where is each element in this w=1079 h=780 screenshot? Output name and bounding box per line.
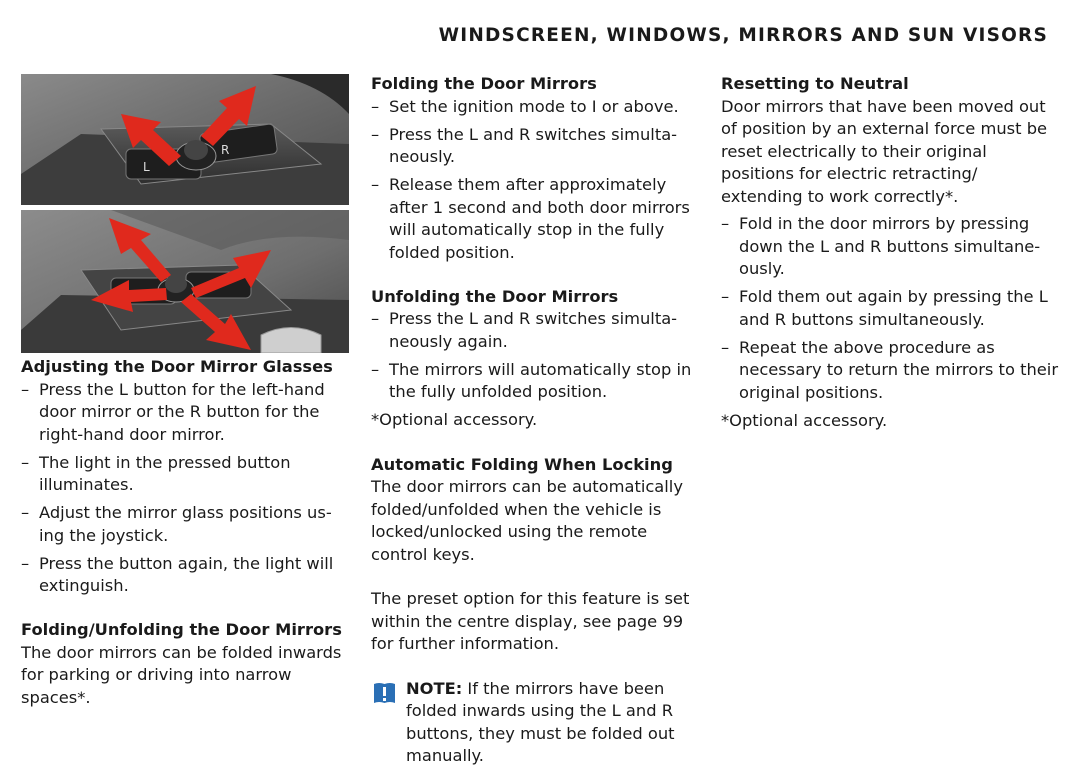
unfolding-steps — [371, 308, 706, 404]
note-label: NOTE: — [406, 678, 463, 698]
column-middle — [371, 73, 706, 768]
list-item: – Press the button again, the light will extinguish. — [21, 553, 356, 598]
section-heading-folding-unfolding: Folding/Unfolding the Door Mirrors — [21, 620, 342, 639]
footnote: *Optional accessory. — [721, 410, 888, 430]
list-item: – Press the L and R switches simulta-neously. — [371, 124, 706, 169]
column-right — [721, 73, 1061, 432]
list-item: – Press the L button for the left-hand door mirror or the R button for the right-hand door mirror. — [21, 379, 356, 447]
mirror-switch-photo-bottom — [21, 210, 349, 353]
mirror-joystick-illustration — [21, 210, 349, 353]
switch-label-l: L — [143, 160, 150, 174]
column-left — [21, 356, 356, 709]
list-item: – Adjust the mirror glass positions us-ing the joystick. — [21, 502, 356, 547]
list-item: – Fold in the door mirrors by pressing down the L and R buttons simultane-ously. — [721, 213, 1061, 281]
list-item: – The mirrors will automatically stop in the fully unfolded position. — [371, 359, 706, 404]
switch-label-r: R — [221, 143, 230, 157]
page-header: WINDSCREEN, WINDOWS, MIRRORS AND SUN VISORS — [438, 25, 1048, 46]
section-heading-resetting: Resetting to Neutral — [721, 74, 909, 93]
section-heading-folding: Folding the Door Mirrors — [371, 74, 597, 93]
resetting-steps — [721, 213, 1061, 404]
folding-steps — [371, 96, 706, 265]
footnote: *Optional accessory. — [371, 410, 538, 429]
list-item: – Release them after approximately after 1 second and both door mirrors will automatically stop in the fully folded position. — [371, 174, 706, 264]
list-item: – Set the ignition mode to I or above. — [371, 96, 706, 119]
note-box — [371, 678, 706, 768]
resetting-body: Door mirrors that have been moved out of position by an external force must be reset electrically to their original positions for electric retracting/ extending to work correctly*. — [721, 96, 1048, 206]
mirror-switch-photo-top — [21, 74, 349, 205]
folding-unfolding-body: The door mirrors can be folded inwards for parking or driving into narrow spaces*. — [21, 642, 342, 707]
list-item: – Press the L and R switches simulta-neously again. — [371, 308, 706, 353]
section-heading-adjusting: Adjusting the Door Mirror Glasses — [21, 357, 333, 376]
list-item: – Repeat the above procedure as necessary to return the mirrors to their original positions. — [721, 337, 1061, 405]
mirror-switch-illustration-top — [21, 74, 349, 205]
auto-fold-preset-info: The preset option for this feature is set within the centre display, see page 99 for further information. — [371, 589, 690, 653]
info-icon — [372, 681, 397, 706]
section-heading-unfolding: Unfolding the Door Mirrors — [371, 286, 619, 306]
adjusting-steps — [21, 379, 356, 598]
note-text: If the mirrors have been folded inwards using the L and R buttons, they must be folded out manually. — [406, 678, 675, 765]
list-item: – Fold them out again by pressing the L and R buttons simultaneously. — [721, 286, 1061, 331]
list-item: – The light in the pressed button illuminates. — [21, 452, 356, 497]
auto-fold-body: The door mirrors can be automatically folded/unfolded when the vehicle is locked/unlocked using the remote control keys. — [371, 477, 683, 564]
section-heading-auto-fold: Automatic Folding When Locking — [371, 454, 673, 474]
